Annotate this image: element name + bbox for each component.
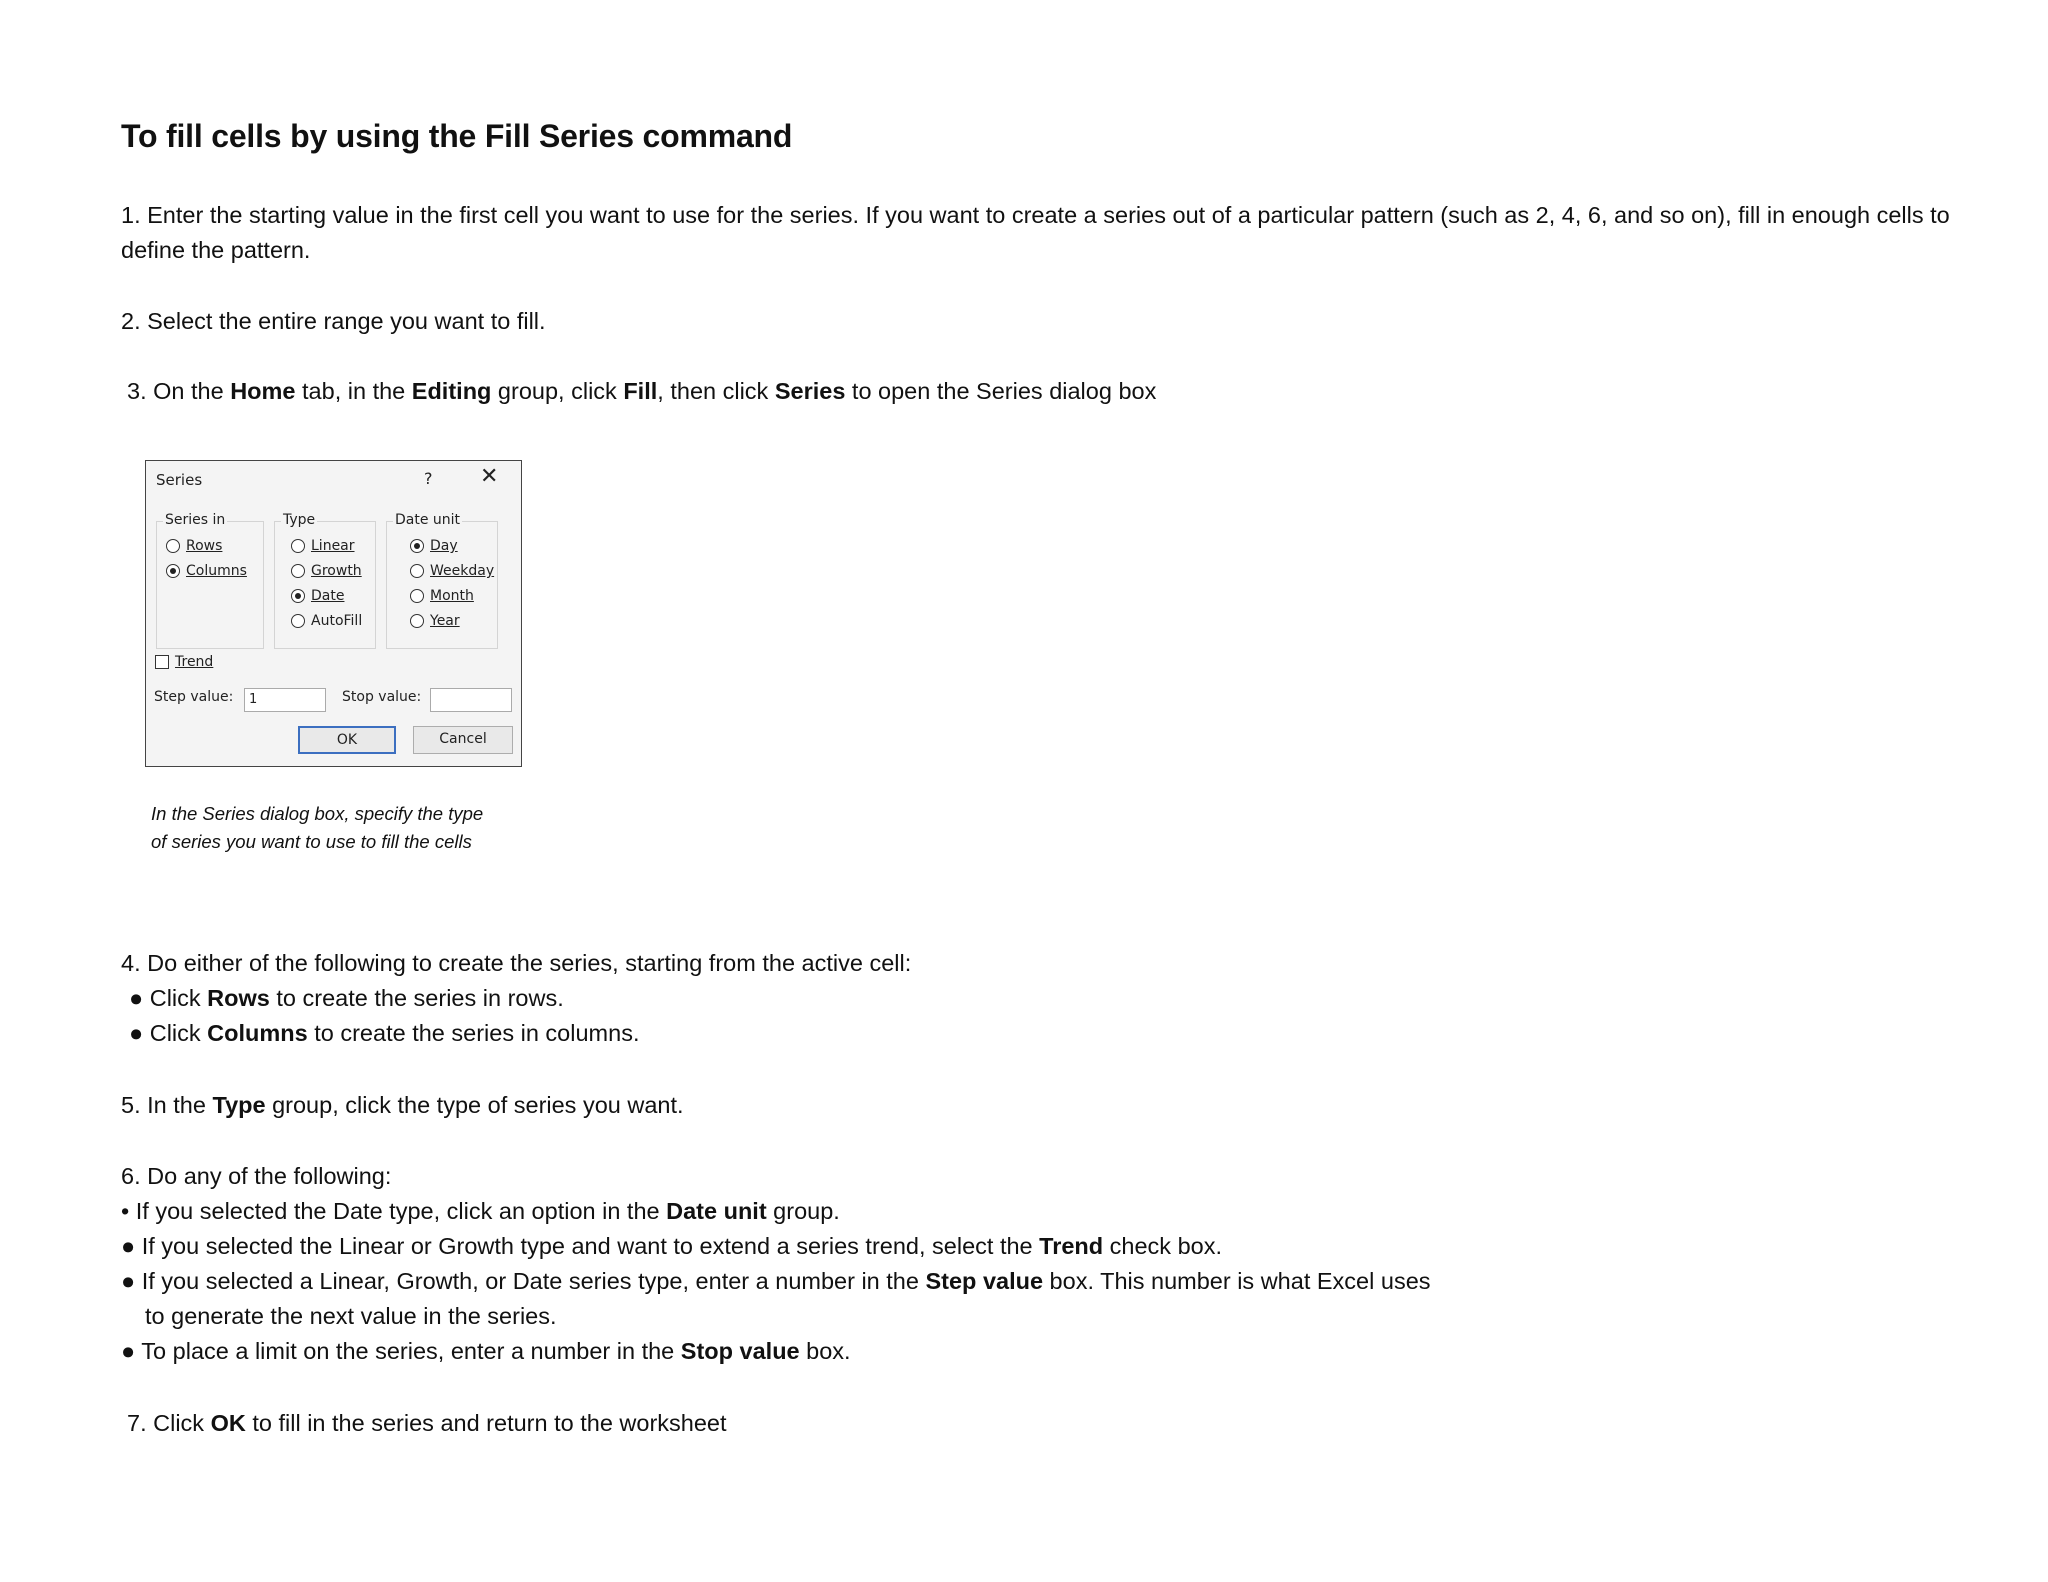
radio-selected-icon [410, 539, 424, 553]
trend-checkbox[interactable]: Trend [155, 654, 213, 670]
dialog-title: Series [156, 471, 203, 489]
help-icon[interactable]: ? [424, 469, 433, 488]
radio-selected-icon [166, 564, 180, 578]
date-unit-group: Date unit [386, 521, 498, 649]
step-4: 4. Do either of the following to create the series, starting from the active cell: ● Click Rows to create the series in rows. ● Click Columns to create the series in columns. [121, 950, 912, 1046]
step-7: 7. Click OK to fill in the series and return to the worksheet [127, 1410, 727, 1436]
radio-icon [410, 614, 424, 628]
radio-icon [291, 539, 305, 553]
growth-radio[interactable]: Growth [291, 563, 362, 579]
close-icon[interactable]: ✕ [480, 464, 499, 489]
date-radio[interactable]: Date [291, 588, 344, 604]
autofill-radio[interactable]: AutoFill [291, 613, 362, 629]
step-1: 1. Enter the starting value in the first cell you want to use for the series. If you want to create a series out of a particular pattern (such as 2, 4, 6, and so on), fill in enough cells to define the pattern. [121, 202, 1950, 263]
radio-selected-icon [291, 589, 305, 603]
stop-value-input[interactable] [430, 688, 512, 712]
linear-radio[interactable]: Linear [291, 538, 355, 554]
stop-value-label: Stop value: [342, 689, 422, 705]
day-radio[interactable]: Day [410, 538, 458, 554]
type-group: Type [274, 521, 376, 649]
radio-icon [410, 589, 424, 603]
step-2: 2. Select the entire range you want to fill. [121, 308, 546, 334]
month-radio[interactable]: Month [410, 588, 474, 604]
series-in-group: Series in [156, 521, 264, 649]
series-dialog-figure [145, 460, 522, 767]
step-value-label: Step value: [154, 689, 234, 705]
radio-icon [410, 564, 424, 578]
radio-icon [166, 539, 180, 553]
radio-icon [291, 614, 305, 628]
step-5: 5. In the Type group, click the type of series you want. [121, 1092, 684, 1118]
radio-icon [291, 564, 305, 578]
year-radio[interactable]: Year [410, 613, 460, 629]
figure-caption: In the Series dialog box, specify the type of series you want to use to fill the cells [151, 803, 484, 852]
weekday-radio[interactable]: Weekday [410, 563, 494, 579]
checkbox-icon [155, 655, 169, 669]
rows-radio[interactable]: Rows [166, 538, 222, 554]
columns-radio[interactable]: Columns [166, 563, 247, 579]
step-3: 3. On the Home tab, in the Editing group, click Fill, then click Series to open the Series dialog box [127, 378, 1157, 404]
ok-button[interactable]: OK [298, 726, 396, 754]
step-6: 6. Do any of the following: • If you selected the Date type, click an option in the Date unit group. ● If you selected the Linear or Growth type and want to extend a series trend, select the Trend check box. ● If you selected a Linear, Growth, or Date series type, enter a number in the Step value box. This number is what Excel uses to generate the next value in the series. ● To place a limit on the series, enter a number in the Stop value box. [121, 1163, 1431, 1364]
step-value-input[interactable]: 1 [244, 688, 326, 712]
cancel-button[interactable]: Cancel [413, 726, 513, 754]
page-title: To fill cells by using the Fill Series command [121, 118, 793, 154]
